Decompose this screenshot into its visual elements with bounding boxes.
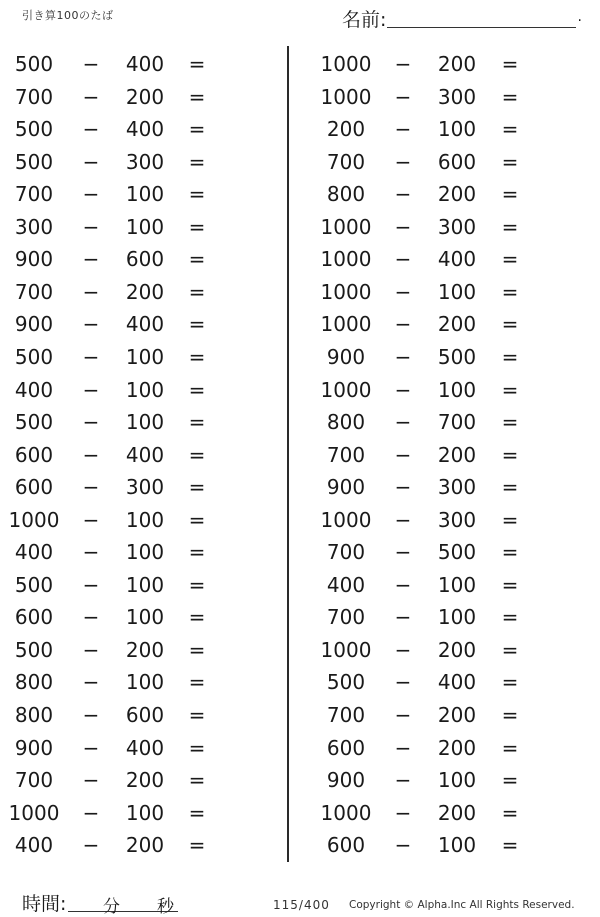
minuend: 700 (14, 182, 54, 207)
minus-sign: − (394, 344, 412, 369)
time-label: 時間: (22, 893, 67, 915)
equals-sign: = (188, 540, 206, 565)
equals-sign: = (501, 84, 519, 109)
equals-sign: = (501, 605, 519, 630)
minuend: 1000 (320, 507, 372, 532)
equals-sign: = (501, 475, 519, 500)
minus-sign: − (394, 768, 412, 793)
equals-sign: = (501, 572, 519, 597)
minuend: 600 (326, 833, 366, 858)
minus-sign: − (394, 279, 412, 304)
equals-sign: = (501, 52, 519, 76)
subtrahend: 500 (437, 344, 477, 369)
subtrahend: 400 (125, 117, 165, 142)
seconds-unit: 秒 (157, 897, 174, 917)
minus-sign: − (82, 84, 100, 109)
minutes-unit: 分 (103, 897, 120, 917)
problem-row (0, 797, 600, 829)
subtrahend: 100 (125, 410, 165, 435)
equals-sign: = (188, 768, 206, 793)
subtrahend: 600 (125, 247, 165, 272)
equals-sign: = (188, 52, 206, 76)
minuend: 1000 (320, 52, 372, 76)
subtrahend: 100 (437, 572, 477, 597)
problem-row (0, 764, 600, 796)
problem-row (0, 699, 600, 731)
minus-sign: − (394, 442, 412, 467)
minuend: 500 (14, 637, 54, 662)
subtrahend: 300 (125, 149, 165, 174)
equals-sign: = (501, 768, 519, 793)
problem-row (0, 341, 600, 373)
minus-sign: − (82, 377, 100, 402)
subtrahend: 100 (437, 117, 477, 142)
minuend: 1000 (320, 377, 372, 402)
minus-sign: − (394, 247, 412, 272)
equals-sign: = (501, 410, 519, 435)
problem-row (0, 374, 600, 406)
name-field (342, 5, 582, 29)
minuend: 1000 (320, 800, 372, 825)
minus-sign: − (82, 182, 100, 207)
minuend: 800 (326, 182, 366, 207)
problem-row (0, 406, 600, 438)
minuend: 800 (326, 410, 366, 435)
equals-sign: = (188, 247, 206, 272)
subtrahend: 200 (437, 182, 477, 207)
minus-sign: − (394, 117, 412, 142)
subtrahend: 100 (125, 605, 165, 630)
equals-sign: = (501, 117, 519, 142)
minus-sign: − (82, 670, 100, 695)
minuend: 600 (14, 605, 54, 630)
equals-sign: = (501, 214, 519, 239)
equals-sign: = (188, 735, 206, 760)
minuend: 700 (326, 540, 366, 565)
minus-sign: − (82, 735, 100, 760)
minus-sign: − (82, 605, 100, 630)
minuend: 800 (14, 670, 54, 695)
problem-row (0, 504, 600, 536)
minus-sign: − (82, 768, 100, 793)
equals-sign: = (188, 670, 206, 695)
equals-sign: = (188, 507, 206, 532)
minus-sign: − (394, 182, 412, 207)
subtrahend: 100 (437, 279, 477, 304)
subtrahend: 300 (125, 475, 165, 500)
page-number: 115/400 (273, 898, 330, 912)
equals-sign: = (501, 182, 519, 207)
subtrahend: 300 (437, 475, 477, 500)
subtrahend: 500 (437, 540, 477, 565)
problem-row (0, 471, 600, 503)
minuend: 500 (14, 344, 54, 369)
minus-sign: − (82, 800, 100, 825)
equals-sign: = (188, 344, 206, 369)
minus-sign: − (394, 52, 412, 76)
minus-sign: − (394, 572, 412, 597)
minuend: 1000 (8, 507, 60, 532)
equals-sign: = (501, 833, 519, 858)
minus-sign: − (82, 410, 100, 435)
subtrahend: 200 (125, 637, 165, 662)
subtrahend: 200 (437, 312, 477, 337)
minus-sign: − (394, 800, 412, 825)
minuend: 1000 (8, 800, 60, 825)
minus-sign: − (82, 703, 100, 727)
subtrahend: 100 (125, 344, 165, 369)
subtrahend: 200 (437, 52, 477, 76)
minus-sign: − (82, 344, 100, 369)
minuend: 700 (326, 703, 366, 727)
minus-sign: − (82, 214, 100, 239)
minuend: 500 (14, 117, 54, 142)
minuend: 700 (14, 768, 54, 793)
problem-row (0, 243, 600, 275)
equals-sign: = (188, 84, 206, 109)
minuend: 400 (326, 572, 366, 597)
subtrahend: 100 (125, 670, 165, 695)
minuend: 700 (14, 84, 54, 109)
minuend: 400 (14, 833, 54, 858)
minuend: 300 (14, 214, 54, 239)
problem-row (0, 634, 600, 666)
minuend: 500 (14, 149, 54, 174)
minus-sign: − (394, 540, 412, 565)
subtrahend: 100 (125, 540, 165, 565)
minuend: 200 (326, 117, 366, 142)
minuend: 900 (326, 475, 366, 500)
subtrahend: 600 (125, 703, 165, 727)
minuend: 1000 (320, 214, 372, 239)
minus-sign: − (82, 540, 100, 565)
minus-sign: − (394, 833, 412, 858)
minuend: 1000 (320, 637, 372, 662)
minus-sign: − (394, 214, 412, 239)
minus-sign: − (82, 572, 100, 597)
problem-row (0, 81, 600, 113)
equals-sign: = (188, 377, 206, 402)
minuend: 500 (14, 52, 54, 76)
minus-sign: − (394, 670, 412, 695)
minus-sign: − (394, 377, 412, 402)
subtrahend: 400 (437, 670, 477, 695)
subtrahend: 200 (125, 279, 165, 304)
minuend: 900 (14, 312, 54, 337)
minuend: 1000 (320, 84, 372, 109)
subtrahend: 100 (437, 377, 477, 402)
equals-sign: = (188, 214, 206, 239)
subtrahend: 400 (437, 247, 477, 272)
subtrahend: 400 (125, 52, 165, 76)
subtrahend: 700 (437, 410, 477, 435)
minuend: 400 (14, 377, 54, 402)
minuend: 700 (326, 605, 366, 630)
problem-row (0, 211, 600, 243)
subtrahend: 100 (125, 572, 165, 597)
equals-sign: = (188, 410, 206, 435)
name-end-dot: . (577, 9, 582, 25)
minus-sign: − (82, 507, 100, 532)
problem-row (0, 666, 600, 698)
equals-sign: = (501, 344, 519, 369)
subtrahend: 200 (125, 84, 165, 109)
worksheet-title: 引き算100のたば (22, 9, 114, 22)
subtrahend: 200 (437, 703, 477, 727)
minuend: 500 (14, 410, 54, 435)
problem-row (0, 48, 600, 80)
equals-sign: = (188, 572, 206, 597)
minus-sign: − (82, 833, 100, 858)
minuend: 700 (14, 279, 54, 304)
subtrahend: 100 (437, 605, 477, 630)
equals-sign: = (501, 507, 519, 532)
minuend: 400 (14, 540, 54, 565)
equals-sign: = (188, 182, 206, 207)
minus-sign: − (394, 637, 412, 662)
equals-sign: = (501, 377, 519, 402)
subtrahend: 300 (437, 84, 477, 109)
minuend: 800 (14, 703, 54, 727)
problem-row (0, 829, 600, 861)
subtrahend: 100 (125, 800, 165, 825)
minuend: 900 (326, 768, 366, 793)
equals-sign: = (501, 247, 519, 272)
subtrahend: 200 (125, 833, 165, 858)
minus-sign: − (394, 507, 412, 532)
minus-sign: − (82, 117, 100, 142)
minus-sign: − (394, 475, 412, 500)
equals-sign: = (501, 637, 519, 662)
minuend: 600 (14, 475, 54, 500)
subtrahend: 200 (437, 735, 477, 760)
subtrahend: 200 (437, 637, 477, 662)
minus-sign: − (394, 84, 412, 109)
equals-sign: = (188, 442, 206, 467)
minuend: 1000 (320, 312, 372, 337)
minus-sign: − (82, 637, 100, 662)
equals-sign: = (188, 833, 206, 858)
subtrahend: 400 (125, 735, 165, 760)
minus-sign: − (82, 312, 100, 337)
minus-sign: − (82, 149, 100, 174)
equals-sign: = (188, 149, 206, 174)
name-underline (387, 27, 576, 28)
subtrahend: 200 (125, 768, 165, 793)
equals-sign: = (501, 312, 519, 337)
subtrahend: 200 (437, 442, 477, 467)
problem-row (0, 569, 600, 601)
subtrahend: 100 (437, 768, 477, 793)
problem-row (0, 732, 600, 764)
name-label: 名前: (342, 9, 387, 31)
subtrahend: 600 (437, 149, 477, 174)
subtrahend: 100 (125, 182, 165, 207)
problem-row (0, 308, 600, 340)
equals-sign: = (188, 800, 206, 825)
problem-row (0, 276, 600, 308)
problem-row (0, 178, 600, 210)
equals-sign: = (188, 312, 206, 337)
minuend: 1000 (320, 279, 372, 304)
subtrahend: 400 (125, 442, 165, 467)
subtrahend: 200 (437, 800, 477, 825)
problem-row (0, 146, 600, 178)
equals-sign: = (501, 703, 519, 727)
equals-sign: = (188, 475, 206, 500)
subtrahend: 300 (437, 214, 477, 239)
minuend: 600 (14, 442, 54, 467)
minuend: 900 (326, 344, 366, 369)
equals-sign: = (188, 605, 206, 630)
minus-sign: − (82, 247, 100, 272)
equals-sign: = (501, 442, 519, 467)
subtrahend: 100 (125, 214, 165, 239)
equals-sign: = (188, 637, 206, 662)
minus-sign: − (394, 703, 412, 727)
minus-sign: − (394, 149, 412, 174)
minus-sign: − (82, 279, 100, 304)
minus-sign: − (394, 312, 412, 337)
copyright-notice: Copyright © Alpha.Inc All Rights Reserved. (349, 899, 575, 911)
equals-sign: = (188, 117, 206, 142)
minuend: 1000 (320, 247, 372, 272)
subtrahend: 100 (125, 377, 165, 402)
minuend: 500 (326, 670, 366, 695)
minus-sign: − (394, 605, 412, 630)
subtrahend: 100 (437, 833, 477, 858)
equals-sign: = (188, 279, 206, 304)
minuend: 600 (326, 735, 366, 760)
minus-sign: − (82, 52, 100, 76)
minus-sign: − (394, 410, 412, 435)
problem-row (0, 601, 600, 633)
problem-row (0, 536, 600, 568)
equals-sign: = (501, 540, 519, 565)
minuend: 900 (14, 735, 54, 760)
minus-sign: − (394, 735, 412, 760)
equals-sign: = (501, 800, 519, 825)
equals-sign: = (501, 670, 519, 695)
subtrahend: 400 (125, 312, 165, 337)
equals-sign: = (188, 703, 206, 727)
minus-sign: − (82, 442, 100, 467)
equals-sign: = (501, 149, 519, 174)
minuend: 500 (14, 572, 54, 597)
minuend: 700 (326, 442, 366, 467)
minus-sign: − (82, 475, 100, 500)
equals-sign: = (501, 735, 519, 760)
problem-row (0, 439, 600, 471)
minuend: 700 (326, 149, 366, 174)
subtrahend: 300 (437, 507, 477, 532)
problem-row (0, 113, 600, 145)
minuend: 900 (14, 247, 54, 272)
equals-sign: = (501, 279, 519, 304)
subtrahend: 100 (125, 507, 165, 532)
